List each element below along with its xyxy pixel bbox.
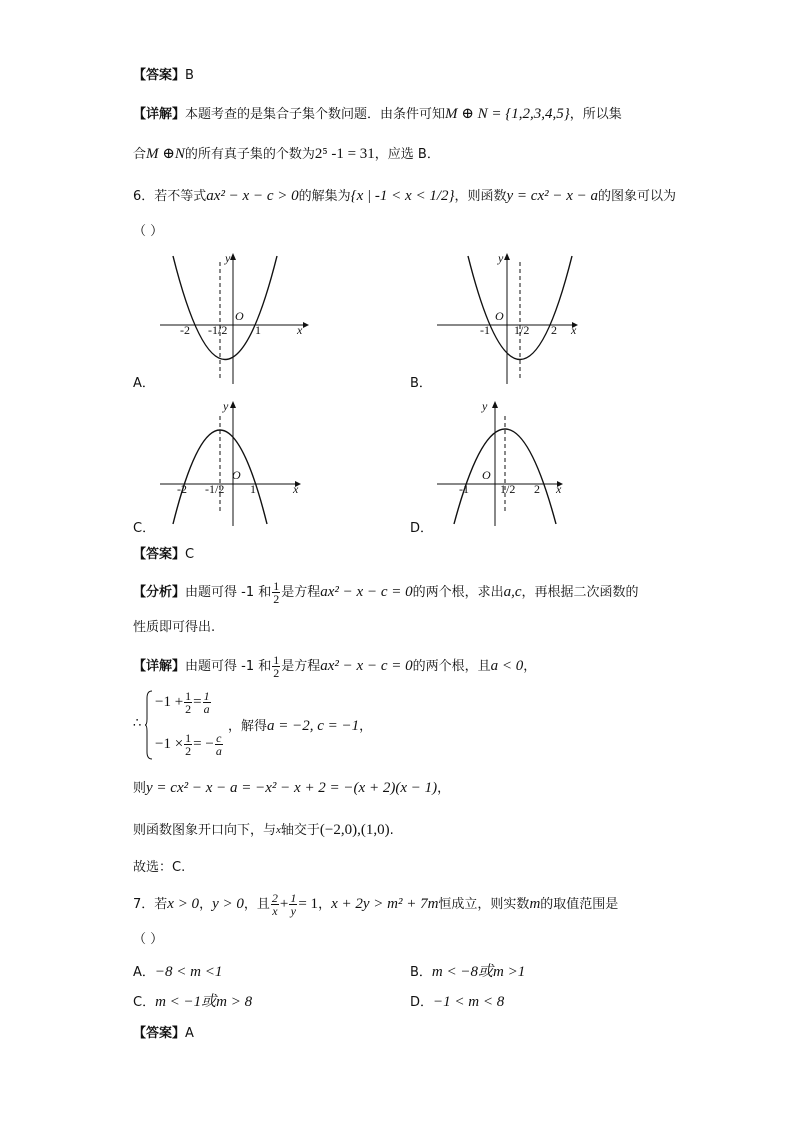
fraction-half <box>272 580 280 605</box>
vertex-x-label: -1/2 <box>205 482 225 496</box>
stem-text: ，则函数 <box>454 189 507 204</box>
detail-6-line-1 <box>133 654 536 679</box>
denominator: 2 <box>273 592 280 606</box>
answer-6 <box>133 545 194 565</box>
origin-label: O <box>495 309 504 323</box>
origin-label: O <box>235 309 244 323</box>
root-left-label: -2 <box>180 323 190 337</box>
option-7-d <box>410 992 504 1013</box>
detail-text: 由题可得 -1 和 <box>185 659 272 674</box>
fraction-1-over-a <box>203 690 211 715</box>
numerator: 1 <box>185 689 192 703</box>
equals-one: = 1 <box>298 896 319 912</box>
option-label: C． <box>133 995 156 1010</box>
vertex-x-label: -1/2 <box>208 323 228 337</box>
y-label: y <box>482 399 488 413</box>
set-expression: M ⊕N <box>146 146 185 162</box>
option-text: −8 < m <1 <box>154 964 223 980</box>
detail-text: 是方程 <box>281 659 321 674</box>
eq-text: −1 + <box>155 694 184 710</box>
answer-tag: 【答案】 <box>133 68 186 83</box>
x-variable: x <box>276 824 281 836</box>
detail-text: ，所以集 <box>569 107 622 122</box>
stem-text: 的取值范围是 <box>540 897 619 912</box>
root-right-label: 1 <box>250 482 256 496</box>
option-label: B． <box>410 965 432 980</box>
denominator: y <box>290 904 296 918</box>
x-axis-arrow-icon <box>303 322 309 328</box>
answer-value: A <box>185 1026 194 1041</box>
detail-text: 的所有真子集的个数为 <box>184 147 315 162</box>
eq-text: = − <box>193 736 214 752</box>
equation: ax² − x − c = 0 <box>320 658 413 674</box>
numerator: 1 <box>290 891 297 905</box>
option-text: m < −8或m >1 <box>431 964 526 980</box>
graph-c <box>155 396 315 531</box>
fraction-half <box>184 690 192 715</box>
analysis-6-line-2: 性质即可得出. <box>133 620 216 635</box>
stem-text: ， <box>199 897 213 912</box>
eq-text: −1 × <box>155 736 184 752</box>
detail-text: ，应选 B． <box>374 147 440 162</box>
option-6-a-label: A． <box>133 376 155 391</box>
count-equation: 2⁵ -1 = 31 <box>314 146 375 162</box>
therefore-symbol: ∴ <box>133 716 142 731</box>
detail-text: ， <box>523 659 537 674</box>
solve-text: ， <box>359 719 373 734</box>
numerator: 1 <box>273 579 280 593</box>
root-right-label: 2 <box>551 323 557 337</box>
denominator: a <box>203 702 210 716</box>
derivation-text: ， <box>437 781 451 796</box>
fraction-1-over-y <box>289 892 297 917</box>
detail-5-line-2 <box>133 144 440 165</box>
analysis-text: 由题可得 -1 和 <box>185 585 272 600</box>
derivation-text: 则 <box>133 781 147 796</box>
numerator: 1 <box>273 653 280 667</box>
x-label: x <box>556 482 562 496</box>
y-label: y <box>223 399 229 413</box>
answer-tag: 【答案】 <box>133 1026 186 1041</box>
analysis-6-line-1 <box>133 580 639 605</box>
x-label: x <box>571 323 577 337</box>
function-expression: y = cx² − x − a <box>506 188 598 204</box>
stem-text: 的解集为 <box>298 189 351 204</box>
question-6-stem <box>133 186 676 207</box>
answer-tag: 【答案】 <box>133 547 186 562</box>
graph-conclusion <box>133 820 394 841</box>
condition-x: x > 0 <box>167 896 200 912</box>
question-6-paren: （ ） <box>133 224 164 239</box>
inequality: ax² − x − c > 0 <box>206 188 299 204</box>
detail-tag: 【详解】 <box>133 107 186 122</box>
condition-y: y > 0 <box>212 896 244 912</box>
brace-icon <box>145 690 153 760</box>
analysis-tag: 【分析】 <box>133 585 186 600</box>
option-6-d-label: D． <box>410 521 434 536</box>
choose-answer-6: 故选：C. <box>133 860 186 875</box>
conclusion-text: 则函数图象开口向下，与 <box>133 823 277 838</box>
numerator: 1 <box>203 689 210 703</box>
denominator: 2 <box>273 666 280 680</box>
y-label: y <box>498 251 504 265</box>
denominator: 2 <box>185 702 192 716</box>
denominator: 2 <box>185 744 192 758</box>
numerator: c <box>216 731 222 745</box>
intersection-points: (−2,0),(1,0) <box>319 822 390 838</box>
stem-text: ，且 <box>243 897 270 912</box>
conclusion-text: . <box>389 823 394 838</box>
y-axis-arrow-icon <box>230 253 236 260</box>
vertex-x-label: 1/2 <box>514 323 530 337</box>
function-factorization: y = cx² − x − a = −x² − x + 2 = −(x + 2)(x − 1) <box>146 780 438 796</box>
detail-text: 的两个根，且 <box>412 659 491 674</box>
detail-tag: 【详解】 <box>133 659 186 674</box>
y-axis-arrow-icon <box>230 401 236 408</box>
fraction-c-over-a <box>215 732 223 757</box>
solution-values: a = −2, c = −1 <box>267 718 360 734</box>
system-eq-2 <box>155 732 224 757</box>
origin-label: O <box>482 468 491 482</box>
numerator: 1 <box>185 731 192 745</box>
stem-text: 的图象可以为 <box>598 189 677 204</box>
variables: a,c <box>503 584 522 600</box>
option-text: m < −1或m > 8 <box>155 994 253 1010</box>
question-7-paren: （ ） <box>133 932 164 947</box>
question-7-stem <box>133 892 618 917</box>
answer-7 <box>133 1024 194 1044</box>
denominator: a <box>215 744 222 758</box>
graph-b <box>432 248 592 388</box>
variable-m: m <box>529 896 541 912</box>
fraction-half <box>184 732 192 757</box>
vertex-x-label: 1/2 <box>500 482 516 496</box>
condition: a < 0 <box>490 658 524 674</box>
y-axis-arrow-icon <box>492 401 498 408</box>
graph-d <box>432 396 592 531</box>
plus-sign: + <box>279 896 289 912</box>
stem-text: 恒成立，则实数 <box>438 897 530 912</box>
solution-set: {x | -1 < x < 1/2} <box>350 188 455 204</box>
root-left-label: -2 <box>177 482 187 496</box>
x-label: x <box>297 323 303 337</box>
denominator: x <box>272 904 278 918</box>
option-6-b-label: B． <box>410 376 432 391</box>
graph-a <box>155 248 315 388</box>
origin-label: O <box>232 468 241 482</box>
set-equation: M ⊕ N = {1,2,3,4,5} <box>445 106 570 122</box>
option-7-c <box>133 992 252 1013</box>
root-right-label: 1 <box>255 323 261 337</box>
detail-5-line-1 <box>133 104 622 125</box>
root-right-label: 2 <box>534 482 540 496</box>
x-label: x <box>293 482 299 496</box>
answer-5 <box>133 66 194 86</box>
eq-text: = <box>193 694 202 710</box>
inequality: x + 2y > m² + 7m <box>331 896 439 912</box>
conclusion-text: 轴交于 <box>280 823 320 838</box>
system-solution <box>228 716 372 737</box>
stem-text: 6．若不等式 <box>133 189 207 204</box>
answer-value: B <box>185 68 194 83</box>
detail-text: 本题考查的是集合子集个数问题．由条件可知 <box>185 107 446 122</box>
option-text: −1 < m < 8 <box>433 994 505 1010</box>
fraction-2-over-x <box>271 892 279 917</box>
analysis-text: 的两个根，求出 <box>412 585 504 600</box>
analysis-text: 是方程 <box>281 585 321 600</box>
stem-text: ， <box>318 897 332 912</box>
answer-value: C <box>185 547 195 562</box>
parabola-curve <box>173 256 277 360</box>
option-7-b <box>410 962 525 983</box>
stem-text: 7．若 <box>133 897 168 912</box>
system-eq-1 <box>155 690 212 715</box>
option-label: A． <box>133 965 155 980</box>
option-label: D． <box>410 995 434 1010</box>
fraction-half <box>272 654 280 679</box>
analysis-text: ，再根据二次函数的 <box>521 585 639 600</box>
solve-text: ，解得 <box>228 719 268 734</box>
function-derivation <box>133 778 450 799</box>
detail-text: 合 <box>133 147 147 162</box>
numerator: 2 <box>271 891 278 905</box>
option-7-a <box>133 962 222 983</box>
y-axis-arrow-icon <box>504 253 510 260</box>
equation: ax² − x − c = 0 <box>320 584 413 600</box>
root-left-label: -1 <box>459 482 469 496</box>
y-label: y <box>225 251 231 265</box>
option-6-c-label: C． <box>133 521 156 536</box>
root-left-label: -1 <box>480 323 490 337</box>
